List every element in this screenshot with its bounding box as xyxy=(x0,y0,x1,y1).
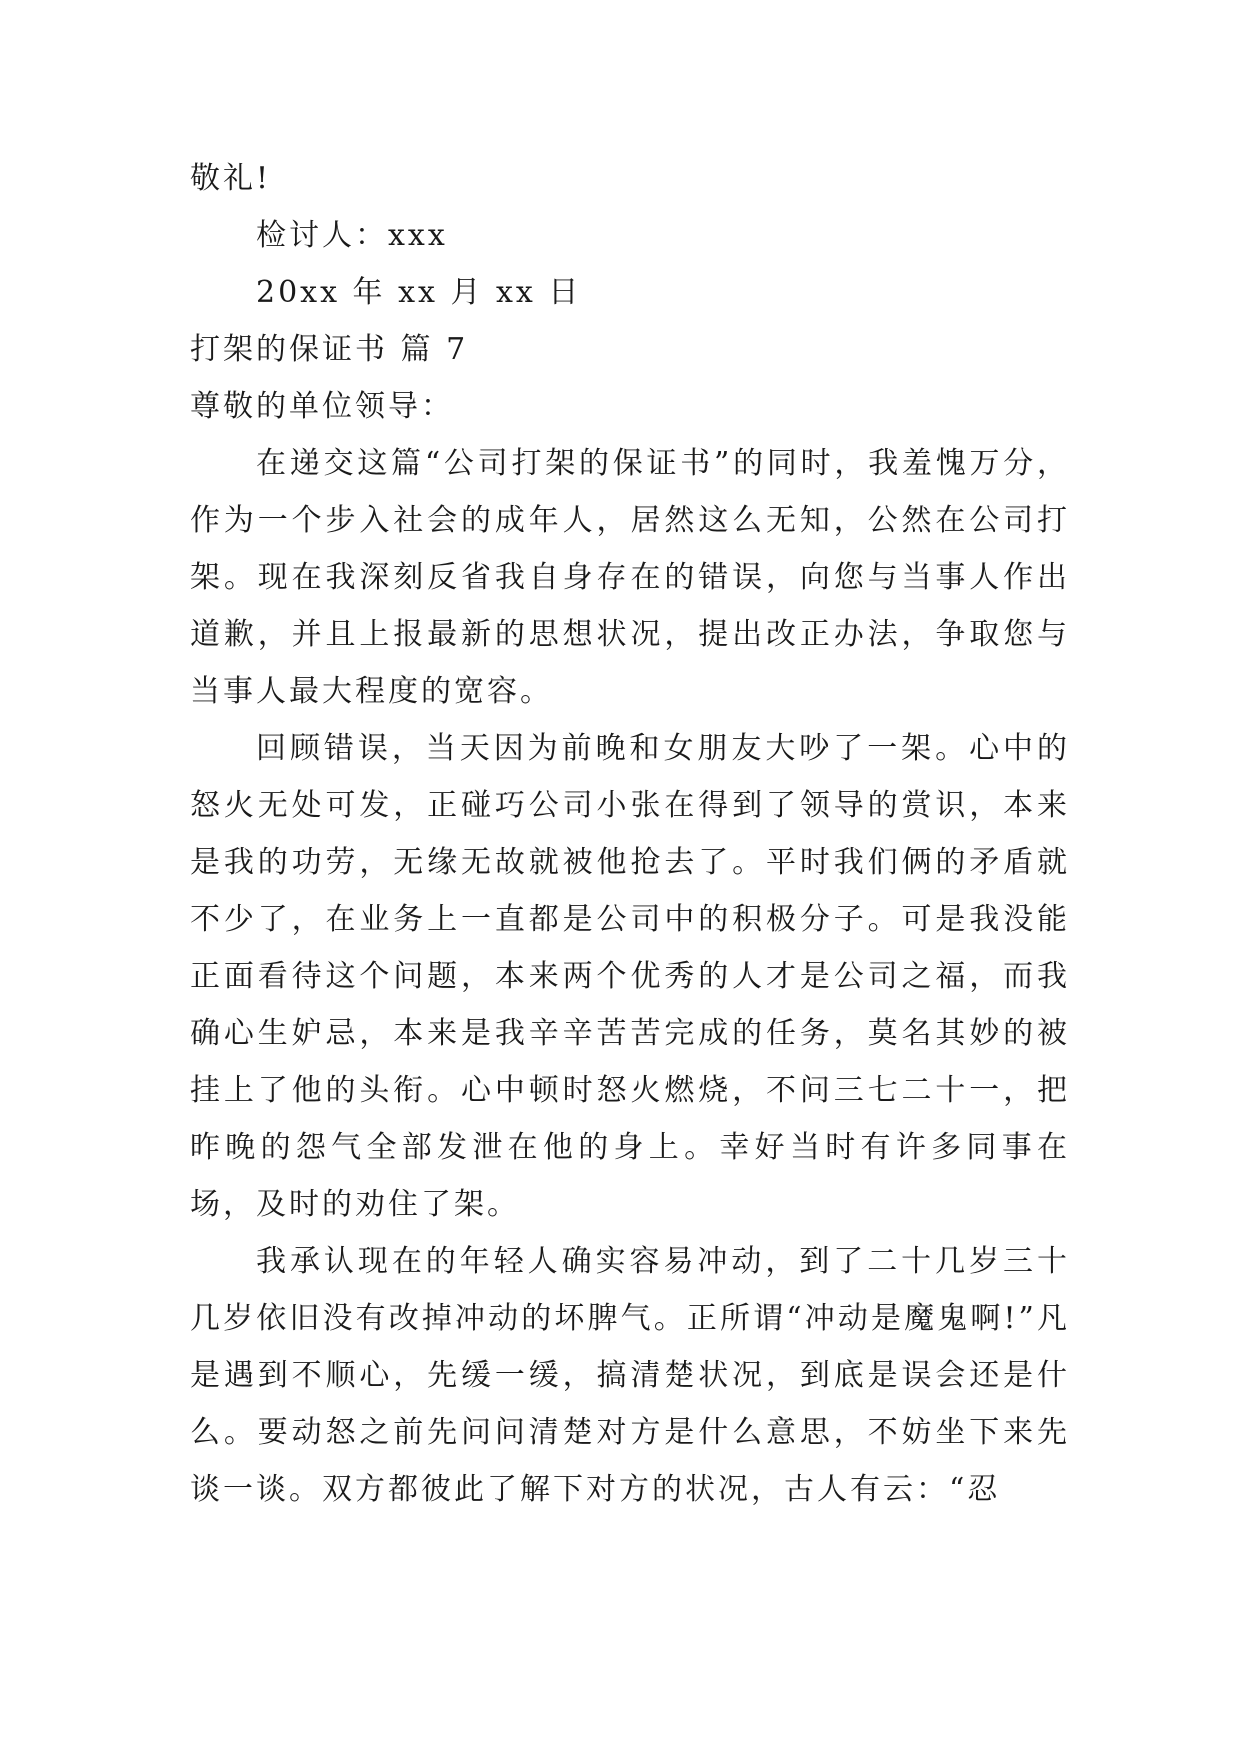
salutation: 尊敬的单位领导： xyxy=(190,389,454,424)
signer-line: 检讨人：xxx xyxy=(256,218,448,253)
paragraph-2: 回顾错误，当天因为前晚和女朋友大吵了一架。心中的怒火无处可发，正碰巧公司小张在得到了领导的赏识，本来是我的功劳，无缘无故就被他抢去了。平时我们俩的矛盾就不少了，在业务上一直都是公司中的积极分子。可是我没能正面看待这个问题，本来两个优秀的人才是公司之福，而我确心生妒忌，本来是我辛辛苦苦完成的任务，莫名其妙的被挂上了他的头衔。心中顿时怒火燃烧，不问三七二十一，把昨晚的怨气全部发泄在他的身上。幸好当时有许多同事在场，及时的劝住了架。 xyxy=(190,731,1070,1222)
date-line: 20xx 年 xx 月 xx 日 xyxy=(256,275,582,310)
paragraph-3: 我承认现在的年轻人确实容易冲动，到了二十几岁三十几岁依旧没有改掉冲动的坏脾气。正所谓“冲动是魔鬼啊!”凡是遇到不顺心，先缓一缓，搞清楚状况，到底是误会还是什么。要动怒之前先问问清楚对方是什么意思，不妨坐下来先谈一谈。双方都彼此了解下对方的状况，古人有云：“忍 xyxy=(190,1244,1070,1507)
document-body xyxy=(190,150,1070,1518)
paragraph-1: 在递交这篇“公司打架的保证书”的同时，我羞愧万分，作为一个步入社会的成年人，居然这么无知，公然在公司打架。现在我深刻反省我自身存在的错误，向您与当事人作出道歉，并且上报最新的思想状况，提出改正办法，争取您与当事人最大程度的宽容。 xyxy=(190,446,1070,709)
section-title: 打架的保证书 篇 7 xyxy=(190,332,469,367)
closing-line: 敬礼! xyxy=(190,161,272,196)
